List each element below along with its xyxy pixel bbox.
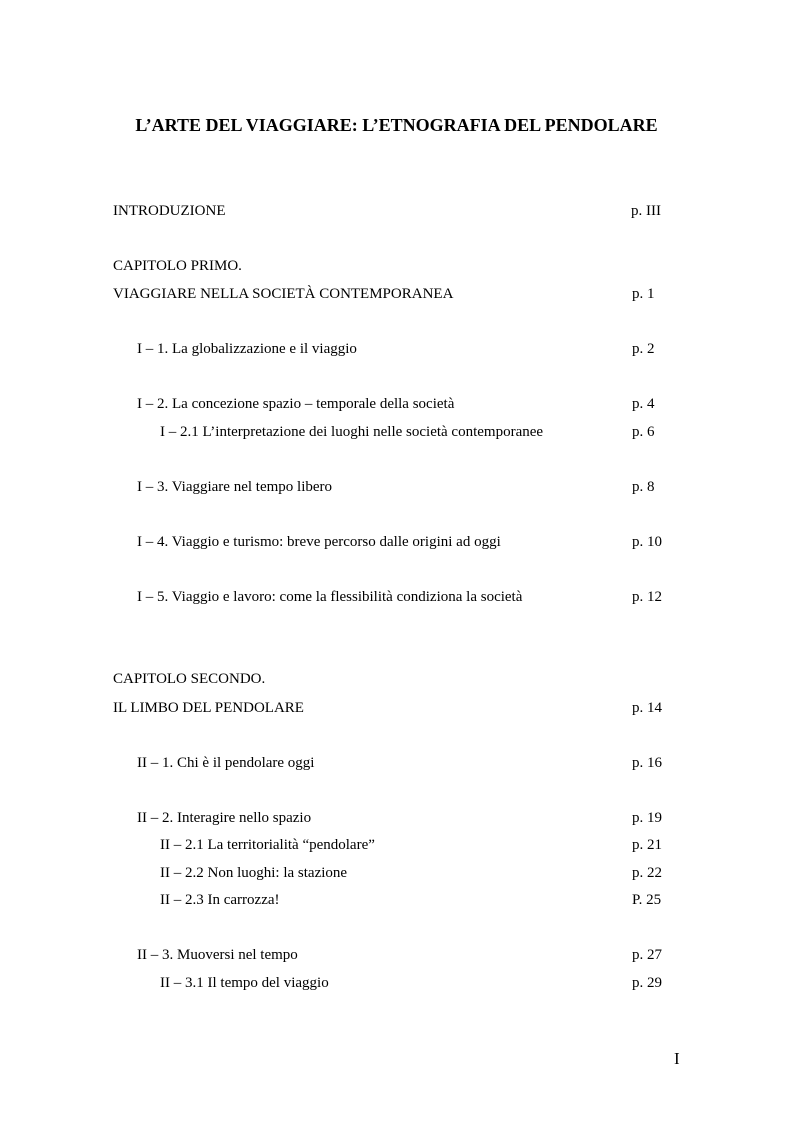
- toc-subentry-label: II – 2.3 In carrozza!: [160, 892, 280, 908]
- toc-subentry-page: P. 25: [632, 892, 662, 908]
- toc-entry-page: p. 4: [632, 396, 655, 412]
- toc-subentry-page: p. 22: [632, 865, 662, 881]
- chapter1-title: VIAGGIARE NELLA SOCIETÀ CONTEMPORANEA: [113, 286, 454, 302]
- toc-subentry-page: p. 29: [632, 975, 662, 991]
- toc-subentry-label: II – 2.2 Non luoghi: la stazione: [160, 865, 348, 881]
- toc-entry-page: p. 2: [632, 341, 655, 357]
- toc-entry-page: p. 16: [632, 755, 662, 771]
- toc-entry-label: I – 1. La globalizzazione e il viaggio: [137, 341, 357, 357]
- toc-subentry-label: II – 3.1 Il tempo del viaggio: [160, 975, 329, 991]
- toc-entry-page: p. 8: [632, 479, 655, 495]
- page-number: I: [674, 1049, 680, 1068]
- toc-entry-label: I – 3. Viaggiare nel tempo libero: [137, 479, 333, 495]
- toc-subentry-page: p. 21: [632, 837, 662, 853]
- toc-intro-page: p. III: [631, 203, 661, 219]
- toc-entry-label: II – 1. Chi è il pendolare oggi: [137, 755, 315, 771]
- toc-entry-page: p. 19: [632, 810, 662, 826]
- toc-entry-label: II – 2. Interagire nello spazio: [137, 810, 312, 826]
- chapter2-title: IL LIMBO DEL PENDOLARE: [113, 700, 304, 716]
- toc-entry-label: I – 5. Viaggio e lavoro: come la flessibilità condiziona la società: [137, 589, 523, 605]
- chapter2-page: p. 14: [632, 700, 662, 716]
- toc-entry-label: I – 4. Viaggio e turismo: breve percorso dalle origini ad oggi: [137, 534, 501, 550]
- toc-intro-label: INTRODUZIONE: [113, 203, 226, 219]
- toc-entry-page: p. 10: [632, 534, 662, 550]
- chapter1-heading: CAPITOLO PRIMO.: [113, 258, 242, 274]
- toc-entry-label: I – 2. La concezione spazio – temporale della società: [137, 396, 455, 412]
- toc-subentry-label: I – 2.1 L’interpretazione dei luoghi nelle società contemporanee: [160, 424, 544, 440]
- toc-entry-page: p. 27: [632, 947, 662, 963]
- toc-subentry-label: II – 2.1 La territorialità “pendolare”: [160, 837, 375, 853]
- toc-entry-label: II – 3. Muoversi nel tempo: [137, 947, 298, 963]
- document-title: L’ARTE DEL VIAGGIARE: L’ETNOGRAFIA DEL PENDOLARE: [135, 115, 658, 135]
- chapter1-page: p. 1: [632, 286, 655, 302]
- toc-subentry-page: p. 6: [632, 424, 655, 440]
- chapter2-heading: CAPITOLO SECONDO.: [113, 671, 266, 687]
- toc-entry-page: p. 12: [632, 589, 662, 605]
